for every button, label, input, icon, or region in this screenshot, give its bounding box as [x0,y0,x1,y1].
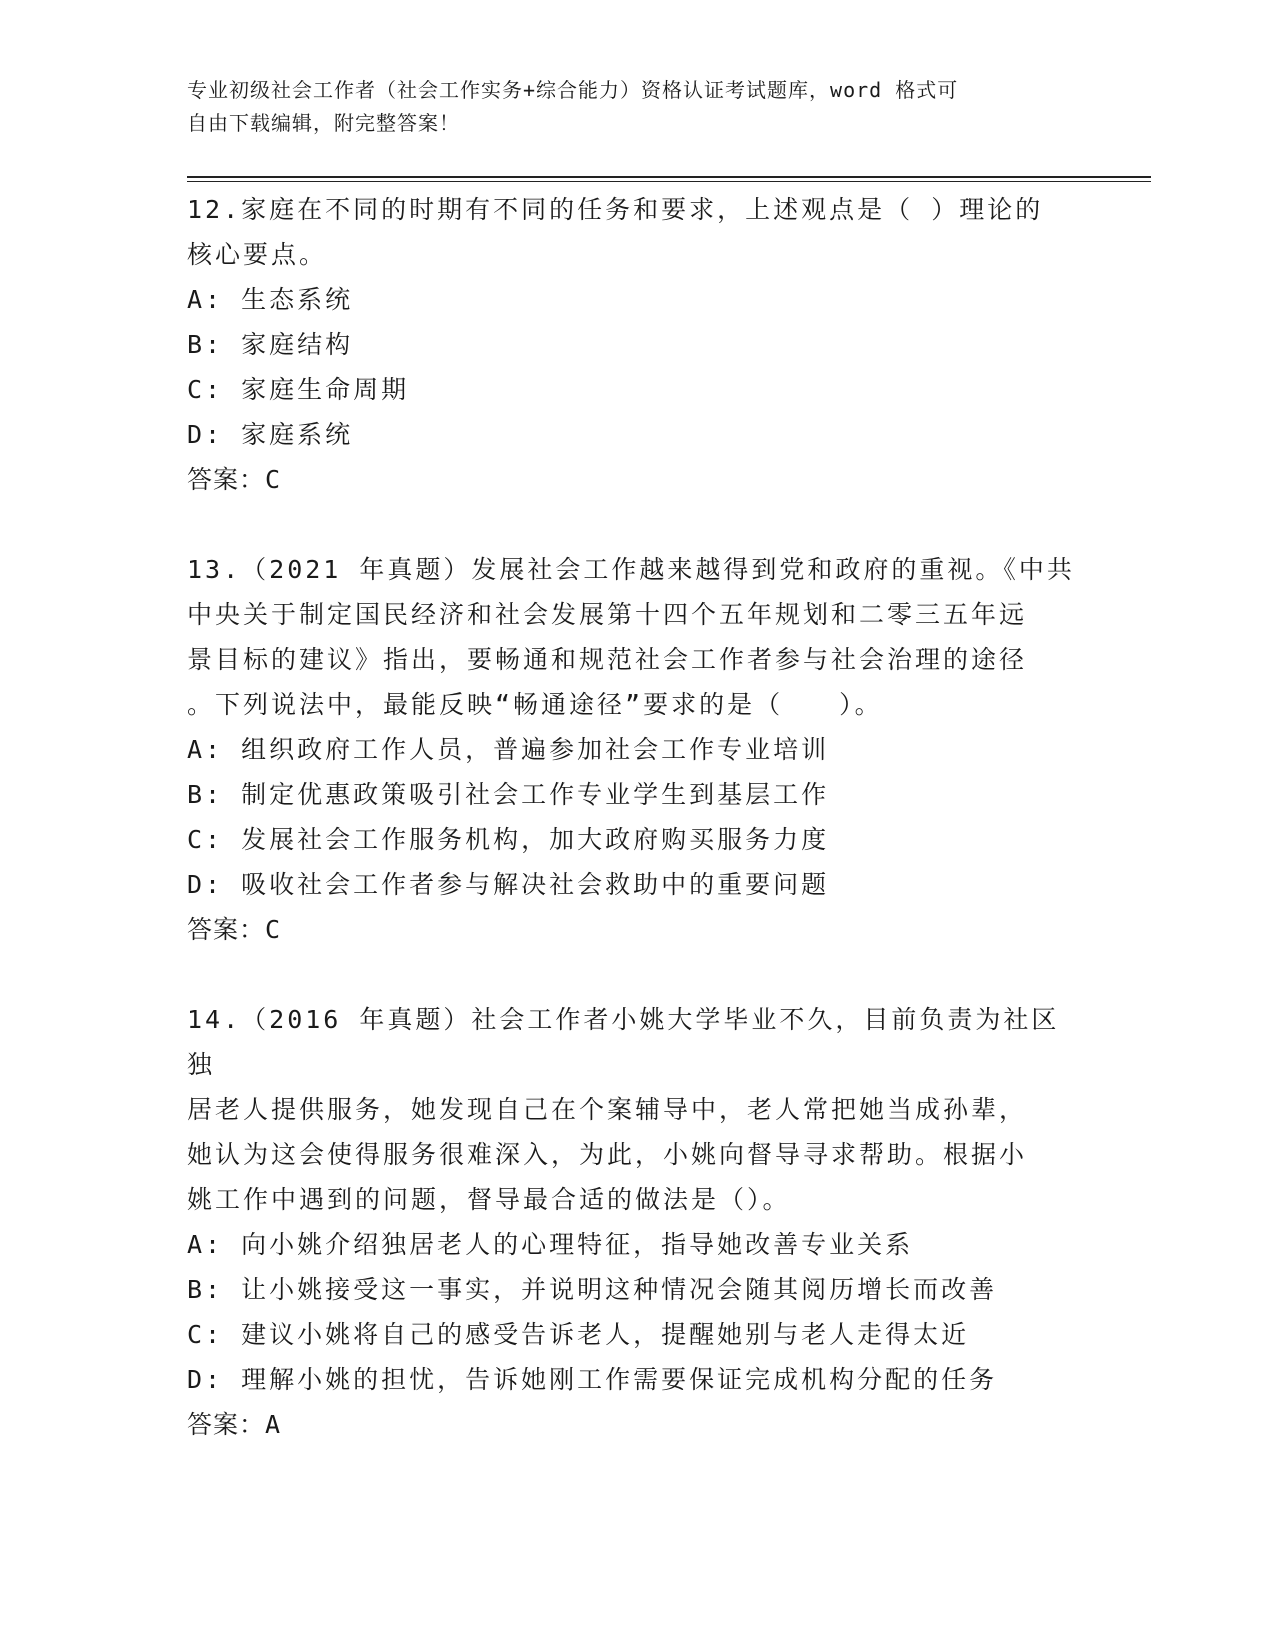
question-12 [187,187,1087,502]
page-header [187,74,1087,140]
question-stem-line: 12.家庭在不同的时期有不同的任务和要求，上述观点是（ ）理论的 [187,195,1044,224]
question-stem-line: 14.（2016 年真题）社会工作者小姚大学毕业不久，目前负责为社区独 [187,1005,1060,1079]
question-list [187,187,1087,1447]
option-a: A: 向小姚介绍独居老人的心理特征，指导她改善专业关系 [187,1230,914,1259]
option-d: D: 家庭系统 [187,420,354,449]
question-spacer [187,502,1087,547]
answer-line: 答案：C [187,465,282,494]
question-spacer [187,952,1087,997]
option-c: C: 发展社会工作服务机构，加大政府购买服务力度 [187,825,830,854]
header-line: 专业初级社会工作者（社会工作实务+综合能力）资格认证考试题库，word 格式可 [187,78,959,102]
option-b: B: 制定优惠政策吸引社会工作专业学生到基层工作 [187,780,830,809]
option-c: C: 建议小姚将自己的感受告诉老人，提醒她别与老人走得太近 [187,1320,970,1349]
option-a: A: 生态系统 [187,285,354,314]
question-stem-line: 。下列说法中，最能反映“畅通途径”要求的是（ ）。 [187,690,883,719]
question-stem-line: 居老人提供服务，她发现自己在个案辅导中，老人常把她当成孙辈， [187,1095,1028,1124]
question-stem-line: 姚工作中遇到的问题，督导最合适的做法是（）。 [187,1185,791,1214]
option-c: C: 家庭生命周期 [187,375,410,404]
option-d: D: 吸收社会工作者参与解决社会救助中的重要问题 [187,870,830,899]
answer-line: 答案：C [187,915,282,944]
option-d: D: 理解小姚的担忧，告诉她刚工作需要保证完成机构分配的任务 [187,1365,998,1394]
answer-line: 答案：A [187,1410,282,1439]
header-line: 自由下载编辑，附完整答案！ [187,111,460,135]
question-14 [187,997,1087,1447]
question-13 [187,547,1087,952]
question-stem-line: 13.（2021 年真题）发展社会工作越来越得到党和政府的重视。《中共 [187,555,1075,584]
question-stem-line: 她认为这会使得服务很难深入，为此，小姚向督导寻求帮助。根据小 [187,1140,1028,1169]
option-b: B: 家庭结构 [187,330,354,359]
question-stem-line: 核心要点。 [187,240,328,269]
question-stem-line: 景目标的建议》指出，要畅通和规范社会工作者参与社会治理的途径 [187,645,1028,674]
header-divider-thin [187,181,1151,182]
header-divider [187,176,1151,178]
option-a: A: 组织政府工作人员，普遍参加社会工作专业培训 [187,735,830,764]
question-stem-line: 中央关于制定国民经济和社会发展第十四个五年规划和二零三五年远 [187,600,1028,629]
option-b: B: 让小姚接受这一事实，并说明这种情况会随其阅历增长而改善 [187,1275,998,1304]
